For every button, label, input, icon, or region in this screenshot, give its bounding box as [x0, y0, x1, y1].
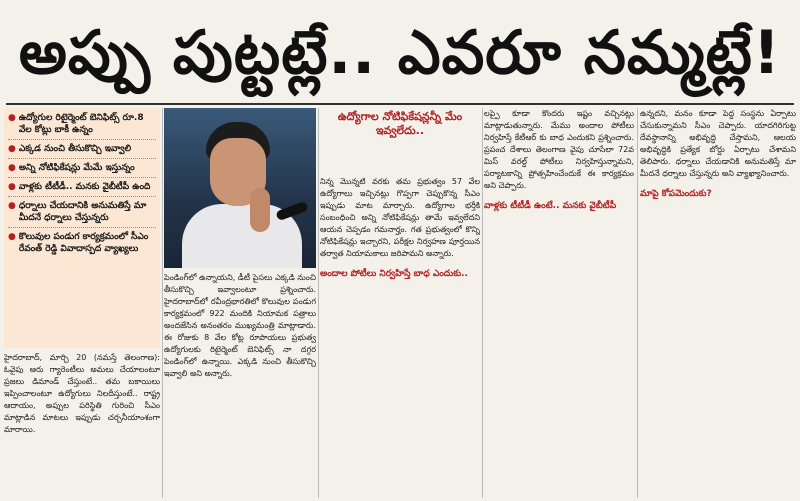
- article-text: పెండింగ్‌లో ఉన్నాయని, డీటీ పైసలు ఎక్కడి నుంచి తీసుకొచ్చి ఇవ్వాలంటూ ప్రశ్నించారు. హైదరాబాద్‌లో రవీంద్రభారతిలో కొలువుల పండుగ కార్యక్రమంలో 922 మందికి నియామక పత్రాలు అందజేసిన అనంతరం ముఖ్యమంత్రి మాట్లాడారు. ఈ రోజుకు 8 వేల కోట్ల రూపాయలు ప్రభుత్వ ఉద్యోగులకు రిటైర్మెంట్ బెనిఫిట్స్ నా దగ్గర పెండింగ్‌లో ఉన్నాయి. ఎక్కడి నుంచి తీసుకొచ్చి ఇవ్వాలి అని అన్నారు.: [164, 273, 316, 378]
- highlight-text: ఉద్యోగుల రిటైర్మెంట్ బెనిఫిట్స్ రూ.8 వేల కోట్లు బాకీ ఉన్నం: [18, 113, 144, 135]
- photo-hand: [250, 188, 270, 232]
- divider: [8, 196, 156, 197]
- article-text: నిన్న మొన్నటి వరకు తమ ప్రభుత్వం 57 వేల ఉద్యోగాలు ఇచ్చినట్లు గొప్పగా చెప్పుకొన్న సీఎం ఇప్పుడు మాట మార్చారు. ఉద్యోగాల భర్తీకి సంబంధించి అన్ని నోటిఫికేషన్లు తామే ఇవ్వలేదని ఆయన చెప్పడం గమనార్హం. గత ప్రభుత్వంలో కొన్ని నోటిఫికేషన్లు ఇచ్చారని, పరీక్షల నిర్వహణ పూర్తయిన తర్వాత నియామకాలు జరిపామని అన్నారు.: [320, 177, 480, 258]
- article-column-1: [4, 352, 160, 498]
- bullet-icon: ●: [8, 182, 16, 192]
- article-text: ఉన్నదని, మనం కూడా పెద్ద సంస్థను ఏర్పాటు చేసుకున్నామని సీఎం చెప్పారు. యాదగిరిగుట్ట దేవస్థానాన్ని అభివృద్ధి చేస్తామని, ఆలయ అభివృద్ధికి ప్రత్యేక బోర్డు ఏర్పాటు చేశామని తెలిపారు. ధర్నాలు చేయడానికి అనుమతిస్తే మా మీదనే ధర్నాలు చేస్తున్నరు అని వ్యాఖ్యానించారు.: [640, 109, 796, 178]
- highlight-item: [8, 162, 156, 174]
- article-column-2: [164, 272, 316, 498]
- article-text: హైదరాబాద్, మార్చి 20 (నమస్తే తెలంగాణ): ఓవైపు ఆరు గ్యారెంటీలు అమలు చేయాలంటూ ప్రజలు డిమాండ్ చేస్తుంటే.. తమ బకాయిలు ఇప్పించాలంటూ ఉద్యోగులు నిలదీస్తుంటే.. రాష్ట్ర ఆదాయం, అప్పుల పరిస్థితి గురించి సీఎం మాట్లాడిన మాటలు ఇప్పుడు చర్చనీయాంశంగా మారాయి.: [4, 353, 160, 434]
- bullet-icon: ●: [8, 163, 16, 173]
- highlight-text: ధర్నాలు చేయదానికి అనుమతిస్తే మా మీదనే ధర్నాలు చేస్తున్నరు: [18, 201, 147, 223]
- bullet-icon: ●: [8, 232, 16, 242]
- article-column-4: [484, 108, 634, 498]
- article-column-3: [320, 176, 480, 498]
- highlight-text: ఎక్కడ నుంచి తీసుకొచ్చి ఇవ్వాలి: [18, 144, 132, 154]
- speaker-photo: [164, 108, 316, 268]
- highlight-text: కొలువుల పండుగ కార్యక్రమంలో సీఎం రేవంత్ రెడ్డి వివాదాస్పద వ్యాఖ్యలు: [18, 232, 149, 254]
- divider: [8, 139, 156, 140]
- article-text: లప్పై కూడా కొందరు ఇష్టం వచ్చినట్లు మాట్లాడుతున్నారు. మేము అందాల పోటీలు నిర్వహిస్తే కేటీఆర్ కు బాధ ఎందుకని ప్రశ్నించారు. ప్రపంచ దేశాలు తెలంగాణ వైపు చూసేలా 72వ మిస్ వరల్డ్ పోటీలు నిర్వహిస్తున్నామని, పర్యాటకాన్ని ప్రోత్సహించేందుకే ఈ కార్యక్రమం అని చెప్పారు.: [484, 109, 634, 190]
- highlight-text: వాళ్లకు టీటీడీ.. మనకు వైబీటీపీ ఉంది: [18, 182, 151, 192]
- section-heading: అందాల పోటీలు నిర్వహిస్తే బాధ ఎందుకు..: [320, 269, 468, 279]
- highlight-item: [8, 181, 156, 193]
- bullet-icon: ●: [8, 144, 16, 154]
- column-rule: [318, 108, 319, 498]
- article-column-5: [640, 108, 796, 498]
- highlight-text: అన్ని నోటిఫికేషన్లు మేమే ఇస్తున్నం: [18, 163, 135, 173]
- headline: అప్పు పుట్టట్లే.. ఎవరూ నమ్మట్లే!: [18, 18, 782, 88]
- bullet-icon: ●: [8, 113, 16, 123]
- divider: [8, 177, 156, 178]
- highlights-box: [4, 108, 160, 348]
- bullet-icon: ●: [8, 201, 16, 211]
- divider: [8, 158, 156, 159]
- highlight-item: [8, 143, 156, 155]
- column-rule: [162, 108, 163, 498]
- column-rule: [482, 108, 483, 498]
- section-heading: మాపై కోపమెందుకు?: [640, 189, 712, 199]
- highlight-item: [8, 200, 156, 224]
- section-heading: వాళ్లకు టీటీడీ ఉంటే.. మనకు వైబీటీపీ: [484, 201, 617, 211]
- highlight-item: [8, 112, 156, 136]
- headline-rule: [6, 103, 794, 105]
- divider: [8, 227, 156, 228]
- highlight-item: [8, 231, 156, 255]
- notification-subhead: ఉద్యోగాల నోటిఫికేషన్లన్నీ మేం ఇవ్వలేదు..: [337, 110, 463, 137]
- column-rule: [637, 108, 638, 498]
